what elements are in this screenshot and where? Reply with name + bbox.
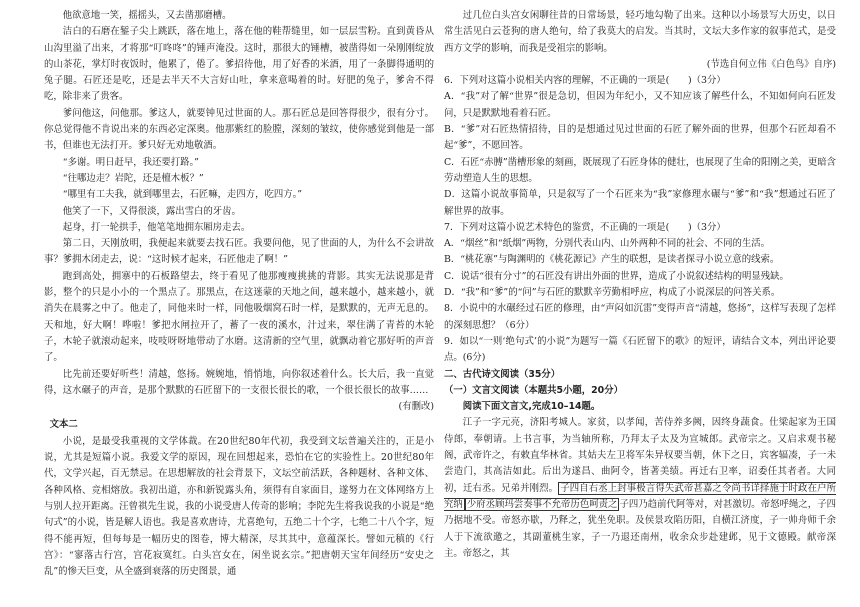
classical-passage-text: 江子一字元亮，济阳考城人。家贫，以孝闻，苦侍养多阙，因终身蔬食。仕梁起家为王国侍郎，奉朝请。上书言事，为当轴所称，乃拜太子太及为宣城郎。武帝宗之。又启求观书秘阁，武帝许之，有敕直华林省。其姑夫左卫将军朱异权要当朝，休下之日，宾客辐凑，子一未尝造门，其高洁如此。后出为遂昌、曲阿令，皆著美绩。再迁右卫率，诏委任其者者。大同初，迁右丞。兄弟并刚烈。 [444, 417, 836, 494]
question-7-option-b: B．“桃花寨”与陶渊明的《桃花源记》产生的联想，是读者探寻小说立意的线索。 [444, 254, 780, 266]
section-2-heading: 二、古代诗文阅读（35分） [444, 368, 561, 380]
question-6: 6．下列对这篇小说相关内容的理解，不正确的一项是( )（3分） [444, 75, 726, 87]
text1-paragraph: 比先前还要好听些！清越，悠扬。婉婉地，悄悄地，向你叙述着什么。长大后，我一直觉得，这水碾子的声音，是那个默默的石匠留下的一支很长很长的歌，一个很长很长的故事…… [44, 368, 434, 396]
question-7-option-a: A．“烟丝”和“纸烟”两物，分别代表山内、山外两种不同的社会、不同的生活。 [444, 238, 770, 250]
classical-passage [444, 415, 836, 562]
text1-paragraph: 洁白的石磨在錾子尖上跳跃，落在地上，落在他的鞋帮缝里，如一层层雪粉。直到黄昏从山沟里溢了出来，才将那“叮咚咚”的锤声淹没。这时，那很大的锤槽，被凿得如一朵刚刚绽放的山茶花，掌灯时夜饭时，他累了，倦了。爹招待他，用了好香的米酒，用了一条脚得通明的兔子腿。石匠还是吃，还是去半天不大言好山吐，拿来意喝着的时。好肥的兔子，爹舍不得吃，除非来了贵客。 [44, 26, 434, 103]
text1-paragraph: “哪里有工夫我，就到哪里去，石匠嘛，走四方，吃四方。” [62, 189, 303, 201]
question-7: 7．下列对这篇小说艺术特色的鉴赏，不正确的一项是( )（3分） [444, 221, 726, 233]
text1-paragraph: 起身，打一轮拱手，他笔笔地拥东厢房走去。 [62, 221, 251, 233]
question-7-option-c: C．说话“很有分寸”的石匠没有讲出外面的世界，造成了小说叙述结构的明显残缺。 [444, 270, 789, 282]
question-9: 9．如以“一则‘绝句式’的小说”为题写一篇《石匠留下的歌》的短评，请结合文本，列出评论要点。(6分) [444, 335, 836, 364]
section-2-subheading: （一）文言文阅读（本题共5小题，20分） [444, 384, 623, 396]
text1-paragraph: 他欲意地一笑，摇摇头，又去凿那磨槽。 [62, 10, 232, 21]
question-8: 8．小说中的水碾经过石匠的修理，由“声闷如沉雷”变得声音“清越，悠扬”，这样写表现了怎样的深刻思想？（6分） [444, 303, 836, 331]
left-column [44, 8, 434, 580]
boxed-sentence: 子四自右丞上封事极言得失武帝甚嘉之令尚书详择施于时政在户所究纳 [444, 482, 836, 510]
right-column [444, 8, 836, 562]
classical-passage-tail: 子四乃趋前代阿等对，对甚激切。帝怒呼绳之，子四乃据地不受。帝怒亦歇，乃释之，犹坐免职。及侯景攻陷历阳，自横江济度，子一帅舟师千余人于下流欲邀之，其副董桃生家，子一乃退还南州，收余众步赴建邺，见于文德殿。献帝深主。帝怒之，其 [444, 498, 836, 559]
question-6-option-b: B．“爹”对石匠热情招待，目的是想通过见过世面的石匠了解外面的世界，但那个石匠却看不起“爹”，不愿回答。 [444, 124, 836, 152]
text2-title: 文本二 [49, 419, 78, 431]
boxed-sentence-continued: 少府丞顾玛尝奏事不允帝历色呵责之 [466, 498, 618, 510]
question-6-option-a: A．“我”对了解“世界”很是急切，但因为年纪小，又不知应该了解些什么，不知如何向石匠发问，只是默默地看着石匠。 [444, 91, 836, 119]
text1-paragraph: 爹问他这，问他那。爹这人，就要钟见过世面的人。那石匠总是回答得很少，很有分寸。你总觉得他不肯说出来的东西必定深奥。他那紫红的脸膛，深刻的皱纹，使你感觉到他是一部书，但谁也无法打开。爹只好无劝地敬酒。 [44, 107, 434, 152]
text1-paragraph: 跑到高处，拥寨中的石板路望去，终于看见了他那瘦瘦挑挑的背影。其实无法说那是背影，整个的只是小小的一个黑点了。那黑点，在这迷蒙的天地之间，越来越小，越来越小，就消失在晨雾之中了。他走了，同他来时一样，同他吸烟窝石时一样，是默默的，无声无息的。天和地，好大啊！哗啦！爹把水闸拉开了，蓄了一夜的溪水，汁过来，翠住满了青苔的木轮子，木轮子就滚动起来，吱吱呀呀地带动了水磨。这清新的空气里，就飘动着它那好听的声音了。 [44, 270, 434, 364]
question-6-option-d: D．这篇小说故事简单，只是叙写了一个石匠来为“我”家修理水碾与“爹”和“我”想通过石匠了解世界的故事。 [444, 189, 836, 217]
text1-attribution: (有删改) [398, 401, 434, 413]
text1-paragraph: “多谢。明日赶早，我还要打路。” [62, 156, 199, 168]
text1-paragraph: 他笑了一下，又得很淡，露出雪白的牙齿。 [62, 205, 241, 217]
text1-paragraph: “往哪边走？岩陀，还是檀木板？” [62, 172, 204, 184]
question-7-option-d: D．“我”和“爹”的“问”与石匠的默默辛劳勤相呼应，构成了小说深层的问答关系。 [444, 287, 781, 299]
text2-attribution: (节选自何立伟《白色鸟》自序) [706, 58, 836, 70]
text2-paragraph: 过几位白头宫女闲聊往昔的日常场景，轻巧地勾勒了出来。这种以小场景写大历史，以日常生活见白云苍狗的唐人绝句，给了我莫大的启发。当其时，文坛大多作家的叙事范式，是受西方文学的影响，而我是受祖宗的影响。 [444, 10, 836, 54]
text1-paragraph: 第二日，天刚放明，我便起来就要去找石匠。我要问他，见了世面的人，为什么不会讲故事？爹拥木闭走去，说：“这时候才起来，石匠他走了啊！” [44, 238, 434, 266]
reading-instruction: 阅读下面文言文,完成10–14题。 [462, 401, 601, 413]
text2-paragraph: 小说，是最受我重视的文学体裁。在20世纪80年代初，我受到文坛普遍关注的，正是小说，尤其是短篇小说。我爱文学的原因，现在回想起来，恐怕在它的实验性上。20世纪80年代，文学兴起，百无禁忌。在思想解放的社会背景下，文坛空前活跃，各种题材、各种文体、各种风格、竞相熔放。我初出道，亦和新锐露头角，须得有自家面目，遂努力在文体网络方上与别人拉开距离。汪曾祺先生说，我的小说受唐人传奇的影响；李陀先生将我说我的小说是“绝句式”的小说，皆是解人语也。我是喜欢唐诗，尤喜绝句，五绝二十个字，七绝二十八个字，短得不能再短，但每每是一幅历史的图卷，博大精深，尽其其中，意蕴深长。譬如元稹的《行宫》：“寥落古行宫，宫花寂寞红。白头宫女在，闲坐说玄宗。”把唐朝天宝年间经历“安史之乱”的惨天巨变，从全盛到衰落的历史图景，通 [44, 435, 434, 578]
question-6-option-c: C．石匠“赤膊”凿槽形象的刻画，既展现了石匠身体的健壮，也展现了生命的阳刚之美，更暗含劳动塑造人生的思想。 [444, 156, 836, 184]
